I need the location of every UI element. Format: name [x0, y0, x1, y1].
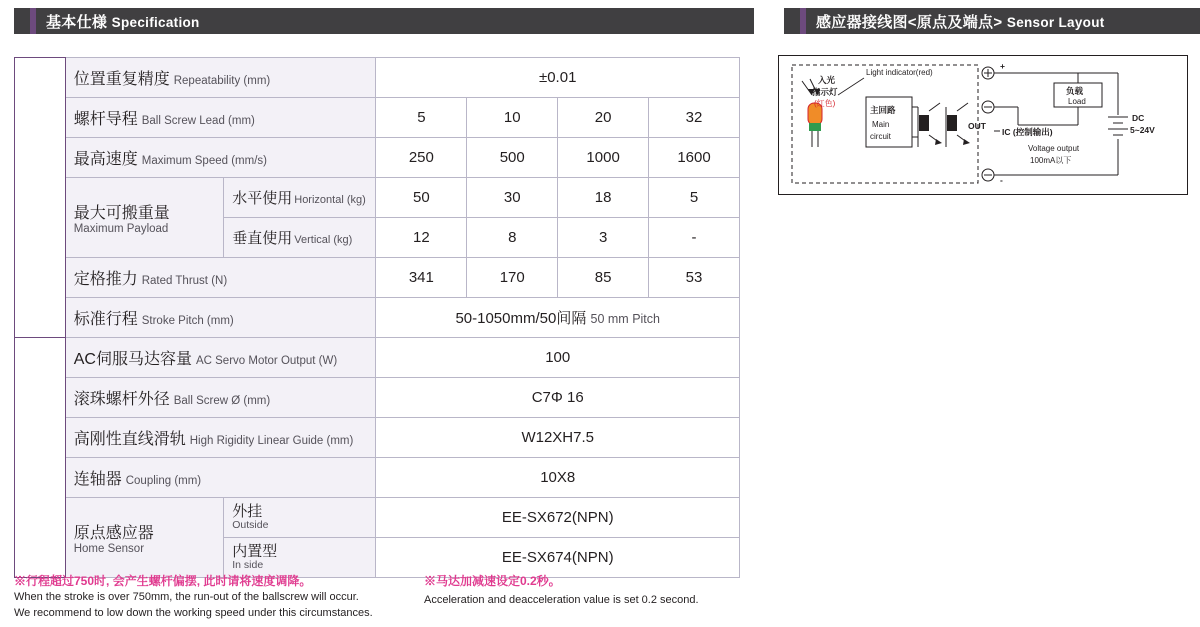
row-label-cn: 连轴器	[73, 471, 122, 488]
voltage-output-value: 100mA以下	[1030, 156, 1072, 165]
table-row	[15, 498, 740, 538]
row-label-ball-screw-dia	[65, 378, 376, 418]
value-lead-1: 5	[376, 98, 467, 138]
specification-table	[14, 57, 740, 578]
table-row	[15, 378, 740, 418]
main-circuit-label-en1: Main	[872, 120, 890, 129]
table-row	[15, 258, 740, 298]
spec-header-accent-bar	[30, 8, 36, 34]
sensor-header-title-en: Sensor Layout	[1006, 14, 1105, 30]
value-stroke-pitch-sub: 50 mm Pitch	[590, 312, 660, 326]
ic-output-label: IC (控制输出)	[1002, 127, 1053, 137]
value-home-sensor-inside: EE-SX674(NPN)	[376, 538, 740, 578]
row-label-en: Repeatability (mm)	[173, 75, 271, 87]
sensor-header-title-cn: 感应器接线图<原点及端点>	[816, 13, 1003, 31]
sensor-wiring-diagram	[778, 55, 1188, 205]
value-thrust-1: 341	[376, 258, 467, 298]
row-label-cn: 滚珠螺杆外径	[73, 391, 170, 408]
row-label-en: Maximum Payload	[73, 223, 169, 235]
row-label-ac-servo-motor	[65, 338, 376, 378]
footnote-right-en: Acceleration and deacceleration value is set 0.2 second.	[424, 594, 699, 606]
row-sublabel-horizontal	[224, 178, 376, 218]
transistor-symbols	[918, 103, 970, 147]
value-speed-2: 500	[467, 138, 558, 178]
terminal-plus-label: +	[1000, 61, 1005, 71]
footnote-right-cn: ※马达加减速设定0.2秒。	[424, 574, 561, 588]
row-label-cn: 最高速度	[73, 151, 138, 168]
group-spec-cell	[15, 58, 66, 338]
value-vertical-1: 12	[376, 218, 467, 258]
value-speed-4: 1600	[649, 138, 740, 178]
light-indicator-cn2: 指示灯	[812, 87, 838, 97]
row-label-en: Home Sensor	[73, 543, 145, 555]
sensor-header-title	[814, 11, 1105, 32]
row-sublabel-en: Vertical (kg)	[294, 234, 353, 246]
value-stroke-pitch-main: 50-1050mm/50间隔	[455, 310, 587, 327]
value-lead-2: 10	[467, 98, 558, 138]
value-repeatability: ±0.01	[376, 58, 740, 98]
table-row	[15, 98, 740, 138]
row-label-cn: 原点感应器	[73, 525, 154, 542]
value-thrust-3: 85	[558, 258, 649, 298]
row-label-en: Coupling (mm)	[125, 475, 202, 487]
dc-value: 5~24V	[1130, 125, 1155, 135]
row-label-linear-guide	[65, 418, 376, 458]
row-label-cn: AC伺服马达容量	[73, 351, 192, 368]
value-lead-3: 20	[558, 98, 649, 138]
wiring-lines	[912, 73, 1118, 175]
value-vertical-3: 3	[558, 218, 649, 258]
footnote-left-en-2: We recommend to low down the working speed under this circumstances.	[14, 606, 373, 619]
value-ball-screw-dia: C7Φ 16	[376, 378, 740, 418]
row-sublabel-en: Outside	[232, 519, 269, 532]
value-ac-servo-motor: 100	[376, 338, 740, 378]
light-indicator-en: Light indicator(red)	[866, 68, 933, 77]
table-row	[15, 338, 740, 378]
value-thrust-2: 170	[467, 258, 558, 298]
footnote-left-en-1: When the stroke is over 750mm, the run-out of the ballscrew will occur.	[14, 591, 359, 603]
group-spec-label-cn: 规格	[16, 175, 63, 201]
row-label-cn: 位置重复精度	[73, 71, 170, 88]
out-label: OUT	[968, 121, 986, 131]
terminal-minus-label: -	[1000, 175, 1003, 185]
sensor-section-header	[784, 8, 1200, 34]
row-label-maximum-speed	[65, 138, 376, 178]
table-row	[15, 298, 740, 338]
value-lead-4: 32	[649, 98, 740, 138]
value-vertical-4: -	[649, 218, 740, 258]
value-horizontal-3: 18	[558, 178, 649, 218]
row-sublabel-cn: 外挂	[232, 502, 263, 520]
group-parts-cell	[15, 338, 66, 578]
value-horizontal-2: 30	[467, 178, 558, 218]
value-home-sensor-outside: EE-SX672(NPN)	[376, 498, 740, 538]
sensor-diagram-svg	[778, 55, 1188, 205]
row-sublabel-cn: 水平使用	[232, 190, 293, 207]
row-label-cn: 螺杆导程	[73, 111, 138, 128]
row-label-cn: 最大可搬重量	[73, 205, 170, 222]
row-label-ball-screw-lead	[65, 98, 376, 138]
sensor-header-accent-bar	[800, 8, 806, 34]
load-label-cn: 负载	[1066, 86, 1084, 96]
row-sublabel-en: In side	[232, 559, 264, 572]
table-row	[15, 178, 740, 218]
light-indicator-leader-line	[838, 78, 864, 95]
spec-header-title	[44, 11, 200, 32]
value-vertical-2: 8	[467, 218, 558, 258]
light-indicator-cn: 入光	[818, 75, 836, 85]
dc-source-symbol	[1108, 117, 1128, 135]
main-circuit-label-cn: 主回路	[870, 105, 896, 115]
group-parts-label-cn: 部品	[16, 435, 63, 461]
group-parts-label-en: Parts	[25, 465, 54, 480]
row-label-en: Rated Thrust (N)	[141, 275, 228, 287]
row-label-rated-thrust	[65, 258, 376, 298]
spec-header-title-cn: 基本仕様	[46, 13, 108, 31]
row-label-maximum-payload	[65, 178, 224, 258]
row-label-cn: 标准行程	[73, 311, 138, 328]
row-label-en: High Rigidity Linear Guide (mm)	[189, 435, 354, 447]
row-label-stroke-pitch	[65, 298, 376, 338]
group-spec-label-en: Spec	[26, 205, 54, 220]
value-horizontal-1: 50	[376, 178, 467, 218]
row-label-repeatability	[65, 58, 376, 98]
value-linear-guide: W12XH7.5	[376, 418, 740, 458]
value-speed-3: 1000	[558, 138, 649, 178]
row-label-cn: 定格推力	[73, 271, 138, 288]
footnote-right	[424, 572, 764, 609]
spec-header-title-en: Specification	[111, 14, 200, 30]
table-row	[15, 418, 740, 458]
light-indicator-cn3: (红色)	[814, 99, 836, 108]
row-sublabel-vertical	[224, 218, 376, 258]
footnote-left-cn: ※行程超过750时, 会产生螺杆偏摆, 此时请将速度调降。	[14, 574, 312, 588]
row-label-en: Ball Screw Ø (mm)	[173, 395, 271, 407]
row-label-en: Ball Screw Lead (mm)	[141, 115, 255, 127]
row-label-en: AC Servo Motor Output (W)	[195, 355, 338, 367]
row-label-en: Maximum Speed (mm/s)	[141, 155, 267, 167]
row-sublabel-cn: 内置型	[232, 542, 278, 560]
led-indicator-icon	[808, 103, 822, 147]
specification-section-header	[14, 8, 754, 34]
value-stroke-pitch	[376, 298, 740, 338]
table-row	[15, 458, 740, 498]
voltage-output-label: Voltage output	[1028, 144, 1080, 153]
value-speed-1: 250	[376, 138, 467, 178]
main-circuit-label-en2: circuit	[870, 132, 891, 141]
load-label-en: Load	[1068, 97, 1086, 106]
value-coupling: 10X8	[376, 458, 740, 498]
value-thrust-4: 53	[649, 258, 740, 298]
row-label-cn: 高刚性直线滑轨	[73, 431, 186, 448]
table-row	[15, 138, 740, 178]
row-sublabel-outside	[224, 498, 376, 538]
dc-label: DC	[1132, 113, 1145, 123]
row-label-coupling	[65, 458, 376, 498]
row-label-en: Stroke Pitch (mm)	[141, 315, 234, 327]
row-sublabel-en: Horizontal (kg)	[294, 194, 366, 206]
row-sublabel-cn: 垂直使用	[232, 230, 293, 247]
value-horizontal-4: 5	[649, 178, 740, 218]
row-label-home-sensor	[65, 498, 224, 578]
table-row	[15, 58, 740, 98]
